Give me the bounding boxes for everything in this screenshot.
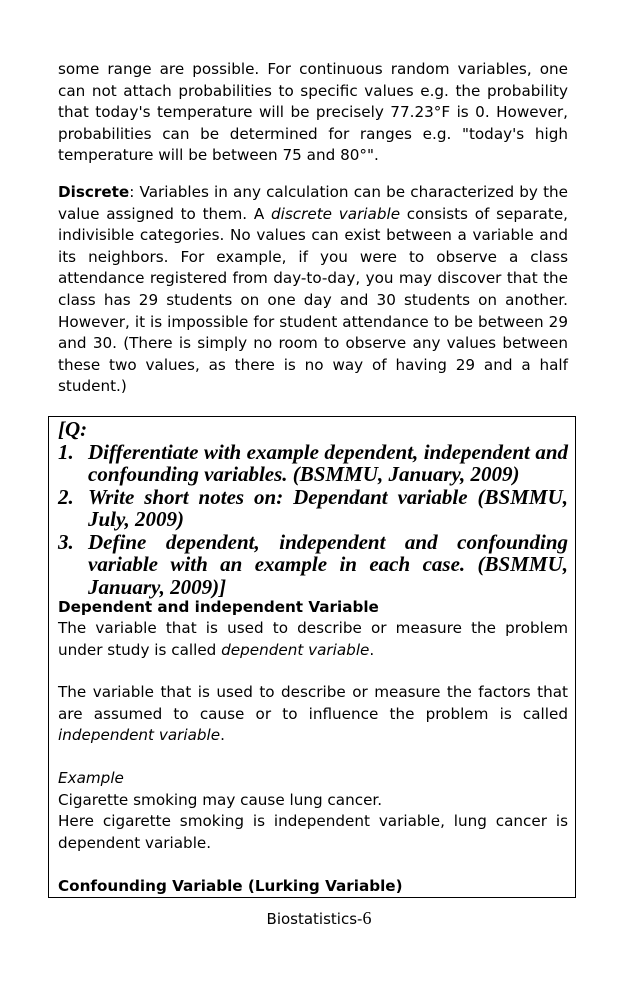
question-block (58, 418, 568, 598)
dependent-text-b: . (369, 640, 375, 659)
discrete-italic-term: discrete variable (271, 204, 401, 223)
example-label: Example (58, 769, 124, 787)
question-number: 2. (58, 484, 74, 509)
independent-italic: independent variable (58, 726, 221, 745)
discrete-variable-paragraph (58, 182, 568, 398)
example-line-2: Here cigarette smoking is independent variable, lung cancer is dependent variable. (58, 812, 568, 852)
question-text: Define dependent, independent and confounding variable with an example in each case. (BSMMU, January, 2009)] (88, 529, 568, 599)
discrete-term: Discrete (58, 183, 130, 201)
dependent-definition (58, 618, 588, 661)
question-item (58, 486, 568, 531)
question-head: [Q: (58, 417, 88, 441)
footer-label: Biostatistics- (266, 910, 363, 928)
page-footer (0, 908, 638, 929)
question-text: Write short notes on: Dependant variable (BSMMU, July, 2009) (88, 484, 568, 531)
discrete-text-a: : Variables in any calculation can be characterized by the value assigned to them. A (58, 183, 568, 223)
question-text: Differentiate with example dependent, independent and confounding variables. (BSMMU, January, 2009) (88, 439, 568, 486)
question-number: 3. (58, 529, 74, 554)
continuous-variable-paragraph: some range are possible. For continuous random variables, one can not attach probabilities to specific values e.g. the probability that today's temperature will be precisely 77.23°F is 0. However, probabilities can be determined for ranges e.g. "today's high temperature will be between 75 and 80°". (58, 60, 568, 165)
page-number: 6 (362, 908, 372, 928)
dep-indep-heading: Dependent and independent Variable (58, 598, 379, 616)
dependent-italic: dependent variable (221, 640, 370, 659)
question-number: 1. (58, 439, 74, 464)
independent-text-a: The variable that is used to describe or measure the factors that are assumed to cause or to influence the problem is called (58, 683, 588, 723)
example-line-1: Cigarette smoking may cause lung cancer. (58, 791, 383, 809)
question-item (58, 531, 568, 599)
independent-definition (58, 682, 588, 747)
confounding-heading: Confounding Variable (Lurking Variable) (58, 877, 403, 895)
dependent-text-a: The variable that is used to describe or measure the problem under study is called (58, 619, 588, 659)
discrete-text-b: consists of separate, indivisible categories. No values can exist between a variable and its neighbors. For example, if you were to observe a class attendance registered from day-to-day, you may discover that the class has 29 students on one day and 30 students on another. However, it is impossible for student attendance to be between 29 and 30. (There is simply no room to observe any values between these two values, as there is no way of having 29 and a half student.) (58, 204, 568, 396)
question-list (58, 441, 568, 599)
independent-text-b: . (220, 726, 225, 745)
question-item (58, 441, 568, 486)
